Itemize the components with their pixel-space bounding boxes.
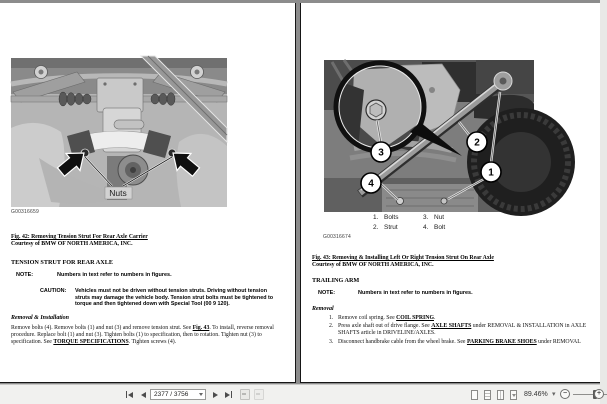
paragraph-text: Remove bolts (4). Remove bolts (1) and nut (3) and remove tension strut. See — [11, 325, 193, 331]
zoom-out-button[interactable]: − — [560, 389, 570, 399]
next-view-button[interactable] — [252, 389, 265, 400]
previous-view-icon — [240, 389, 250, 400]
zoom-level-value[interactable]: 89.46% — [524, 391, 548, 398]
callout-1-label: 1 — [488, 167, 494, 179]
figure-42-courtesy: Courtesy of BMW OF NORTH AMERICA, INC. — [11, 241, 133, 247]
page-number-input[interactable] — [151, 391, 199, 398]
last-page-button[interactable] — [222, 389, 235, 400]
paragraph-text: . Tighten screws (4). — [128, 338, 177, 345]
single-page-view-button[interactable] — [468, 389, 481, 400]
callout-3-label: 3 — [378, 147, 384, 159]
removal-installation-paragraph — [11, 325, 284, 346]
figure-42-image — [11, 58, 227, 207]
legend-term: Bolt — [434, 223, 446, 231]
tension-strut-photo — [324, 60, 534, 212]
legend-num: 4. — [423, 223, 429, 231]
legend-term: Strut — [384, 223, 398, 231]
step-text: Disconnect handbrake cable from the wheel brake. See — [338, 338, 467, 345]
rear-axle-carrier-illustration — [11, 58, 227, 207]
list-item — [312, 323, 590, 337]
callout-1 — [481, 162, 501, 182]
link-parking-brake-shoes[interactable]: PARKING BRAKE SHOES — [466, 338, 537, 345]
page-field-caret-icon[interactable] — [199, 393, 203, 396]
list-item — [312, 339, 590, 346]
page-number-field — [150, 389, 206, 400]
step-number: 2. — [329, 323, 334, 330]
document-page-left — [0, 3, 296, 383]
first-page-icon — [126, 391, 128, 398]
step-text: under REMOVAL & INSTALLATION in AXLE SHAFTS article in DRIVELINE/AXLES. — [338, 323, 587, 337]
list-item — [312, 315, 590, 322]
next-page-button[interactable] — [209, 389, 222, 400]
first-page-button[interactable] — [123, 389, 136, 400]
fit-width-view-button[interactable] — [507, 389, 520, 400]
step-number: 3. — [329, 338, 334, 345]
zoom-in-button[interactable]: + — [594, 389, 604, 399]
note-label: NOTE: — [16, 272, 34, 278]
removal-steps-list — [312, 315, 590, 347]
caution-text: Vehicles must not be driven without tension struts. Driving without tension struts may damage the vehicle body. Tension strut bolts must be tightened to torque and then tightened down with Special Tool (00 9 120). — [75, 288, 274, 308]
next-page-icon — [213, 392, 218, 398]
figure-43-legend — [373, 213, 467, 232]
callout-4-label: 4 — [368, 178, 374, 190]
legend-num: 2. — [373, 223, 379, 231]
step-text: Remove coil spring. See — [338, 315, 397, 321]
link-torque-specifications[interactable]: TORQUE SPECIFICATIONS — [53, 338, 129, 345]
next-view-icon — [254, 389, 264, 400]
callout-2 — [467, 132, 487, 152]
legend-term: Nut — [434, 214, 445, 221]
legend-row — [373, 223, 467, 233]
removal-heading: Removal — [312, 306, 334, 312]
figure-42-id: G00316659 — [11, 209, 39, 215]
fit-width-icon — [510, 390, 517, 400]
step-number: 1. — [329, 315, 334, 321]
previous-view-button[interactable] — [238, 389, 251, 400]
callout-3 — [371, 142, 391, 162]
figure-43-caption[interactable]: Fig. 43: Removing & Installing Left Or Right Tension Strut On Rear Axle — [312, 255, 494, 261]
step-text: . — [433, 315, 436, 321]
viewer-toolbar — [0, 384, 600, 404]
figure-43-id: G00316674 — [323, 234, 351, 240]
step-text: Press axle shaft out of drive flange. See — [338, 323, 432, 330]
note-text: Numbers in text refer to numbers in figures. — [358, 290, 473, 296]
legend-term: Bolts — [384, 214, 399, 221]
link-coil-spring[interactable]: COIL SPRING — [396, 315, 434, 321]
last-page-icon — [231, 391, 233, 398]
callout-4 — [361, 173, 381, 193]
legend-num: 3. — [423, 214, 429, 221]
step-text: under REMOVAL — [536, 338, 581, 345]
previous-page-button[interactable] — [137, 389, 150, 400]
removal-installation-heading: Removal & Installation — [11, 315, 70, 321]
paragraph-text: . To install, reverse removal procedure. Replace bolt (1) and nut (3). Tighten bolts (1) to specification, then to rotation. Tighten nut (3) to specification. See — [11, 325, 274, 345]
document-page-right — [300, 3, 600, 383]
legend-num: 1. — [373, 214, 379, 221]
section-heading-trailing-arm: TRAILING ARM — [312, 277, 360, 284]
previous-page-icon — [141, 392, 146, 398]
note-text: Numbers in text refer to numbers in figures. — [57, 272, 172, 278]
continuous-scroll-view-button[interactable] — [481, 389, 494, 400]
section-heading-tension-strut: TENSION STRUT FOR REAR AXLE — [11, 259, 114, 266]
facing-pages-view-button[interactable] — [494, 389, 507, 400]
nuts-label: Nuts — [109, 188, 127, 198]
callout-2-label: 2 — [474, 137, 480, 149]
figure-43-courtesy: Courtesy of BMW OF NORTH AMERICA, INC. — [312, 262, 434, 268]
facing-pages-icon — [497, 390, 504, 400]
zoom-caret-icon[interactable]: ▾ — [552, 391, 556, 398]
note-label: NOTE: — [318, 290, 336, 296]
continuous-scroll-icon — [484, 390, 491, 400]
figure-43-image — [324, 60, 534, 212]
link-fig-43[interactable]: Fig. 43 — [192, 325, 210, 331]
figure-42-caption[interactable]: Fig. 42: Removing Tension Strut For Rear Axle Carrier — [11, 234, 148, 240]
legend-row — [373, 213, 467, 223]
link-axle-shafts[interactable]: AXLE SHAFTS — [431, 323, 472, 330]
caution-label: CAUTION: — [40, 288, 67, 294]
single-page-icon — [471, 390, 478, 400]
